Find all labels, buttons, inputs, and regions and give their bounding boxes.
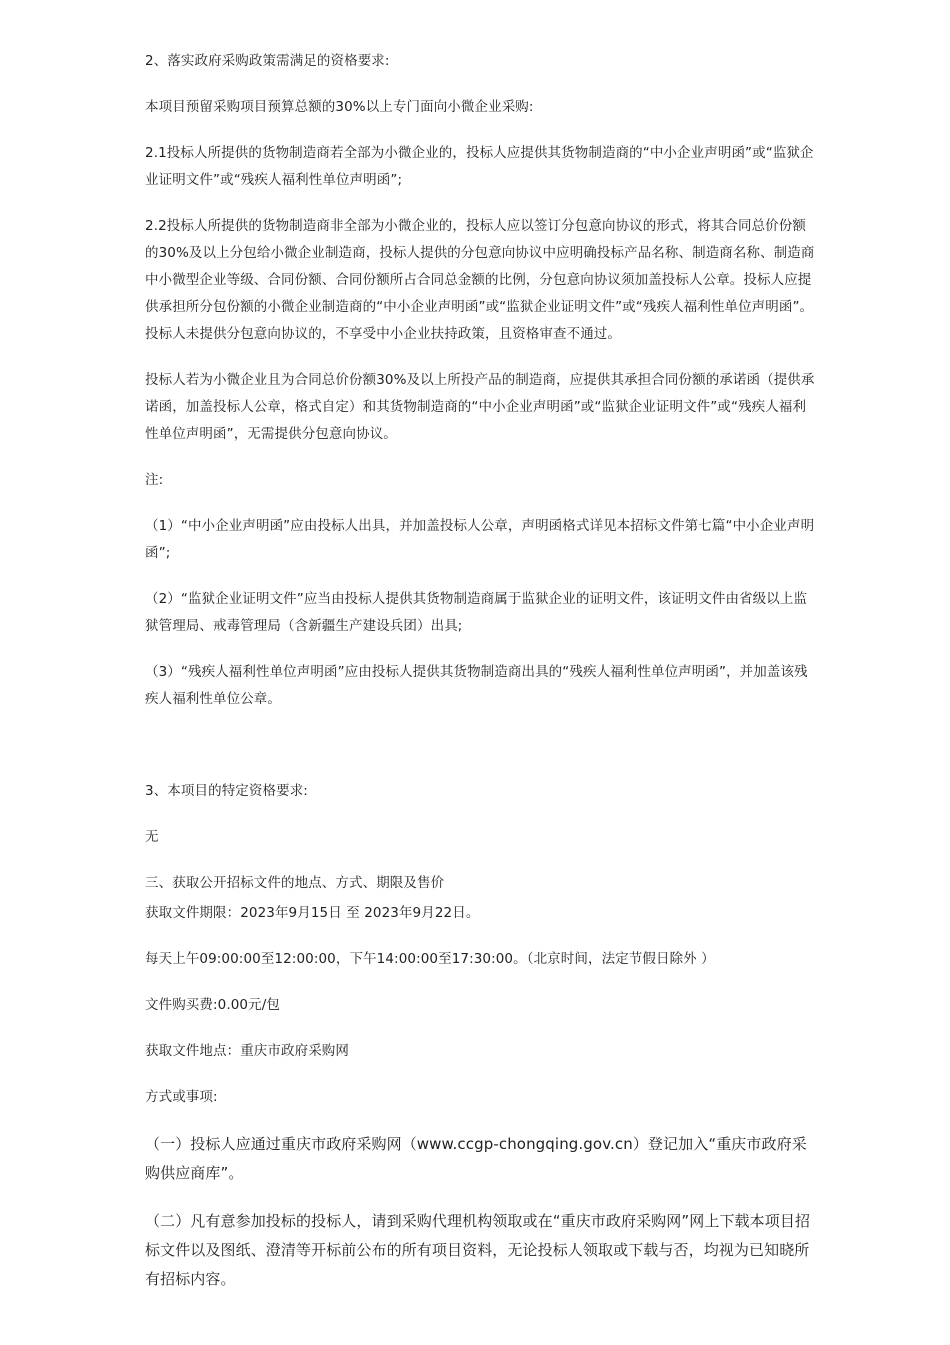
paragraph-acquisition-location: 获取文件地点：重庆市政府采购网 [145, 1043, 349, 1059]
paragraph-specific-qualification-heading: 3、本项目的特定资格要求: [145, 783, 308, 799]
paragraph-note-label: 注: [145, 472, 164, 488]
document-body [145, 48, 815, 1294]
paragraph-method-2: （二）凡有意参加投标的投标人，请到采购代理机构领取或在“重庆市政府采购网”网上下载本项目招标文件以及图纸、澄清等开标前公布的所有项目资料，无论投标人领取或下载与否，均视为已知晓所有招标内容。 [145, 1212, 811, 1288]
paragraph-note-2: （2）“监狱企业证明文件”应当由投标人提供其货物制造商属于监狱企业的证明文件，该证明文件由省级以上监狱管理局、戒毒管理局（含新疆生产建设兵团）出具; [145, 591, 808, 634]
paragraph-note-3: （3）“残疾人福利性单位声明函”应由投标人提供其货物制造商出具的“残疾人福利性单位声明函”，并加盖该残疾人福利性单位公章。 [145, 664, 808, 707]
paragraph-2-1: 2.1投标人所提供的货物制造商若全部为小微企业的，投标人应提供其货物制造商的“中小企业声明函”或“监狱企业证明文件”或“残疾人福利性单位声明函”; [145, 145, 814, 188]
paragraph-note-1: （1）“中小企业声明函”应由投标人出具，并加盖投标人公章，声明函格式详见本招标文件第七篇“中小企业声明函”; [145, 518, 815, 561]
paragraph-reserved-budget: 本项目预留采购项目预算总额的30%以上专门面向小微企业采购: [145, 99, 534, 115]
paragraph-small-enterprise-manufacturer: 投标人若为小微企业且为合同总价份额30%及以上所投产品的制造商，应提供其承担合同份额的承诺函（提供承诺函，加盖投标人公章，格式自定）和其货物制造商的“中小企业声明函”或“监狱企业证明文件”或“残疾人福利性单位声明函”，无需提供分包意向协议。 [145, 372, 815, 442]
paragraph-acquisition-period: 获取文件期限：2023年9月15日 至 2023年9月22日。 [145, 905, 480, 921]
paragraph-method-1: （一）投标人应通过重庆市政府采购网（www.ccgp-chongqing.gov.cn）登记加入“重庆市政府采购供应商库”。 [145, 1135, 807, 1182]
section-three-heading: 三、获取公开招标文件的地点、方式、期限及售价 [145, 875, 445, 891]
paragraph-2-2: 2.2投标人所提供的货物制造商非全部为小微企业的，投标人应以签订分包意向协议的形式，将其合同总价份额的30%及以上分包给小微企业制造商，投标人提供的分包意向协议中应明确投标产品名称、制造商名称、制造商中小微型企业等级、合同份额、合同份额所占合同总金额的比例，分包意向协议须加盖投标人公章。投标人应提供承担所分包份额的小微企业制造商的“中小企业声明函”或“监狱企业证明文件”或“残疾人福利性单位声明函”。投标人未提供分包意向协议的，不享受中小企业扶持政策，且资格审查不通过。 [145, 218, 815, 342]
paragraph-method-label: 方式或事项: [145, 1089, 218, 1105]
paragraph-daily-hours: 每天上午09:00:00至12:00:00，下午14:00:00至17:30:00。（北京时间，法定节假日除外 ） [145, 951, 715, 967]
paragraph-document-fee: 文件购买费:0.00元/包 [145, 997, 280, 1013]
paragraph-none: 无 [145, 829, 159, 845]
paragraph-qualification-heading: 2、落实政府采购政策需满足的资格要求: [145, 53, 390, 69]
